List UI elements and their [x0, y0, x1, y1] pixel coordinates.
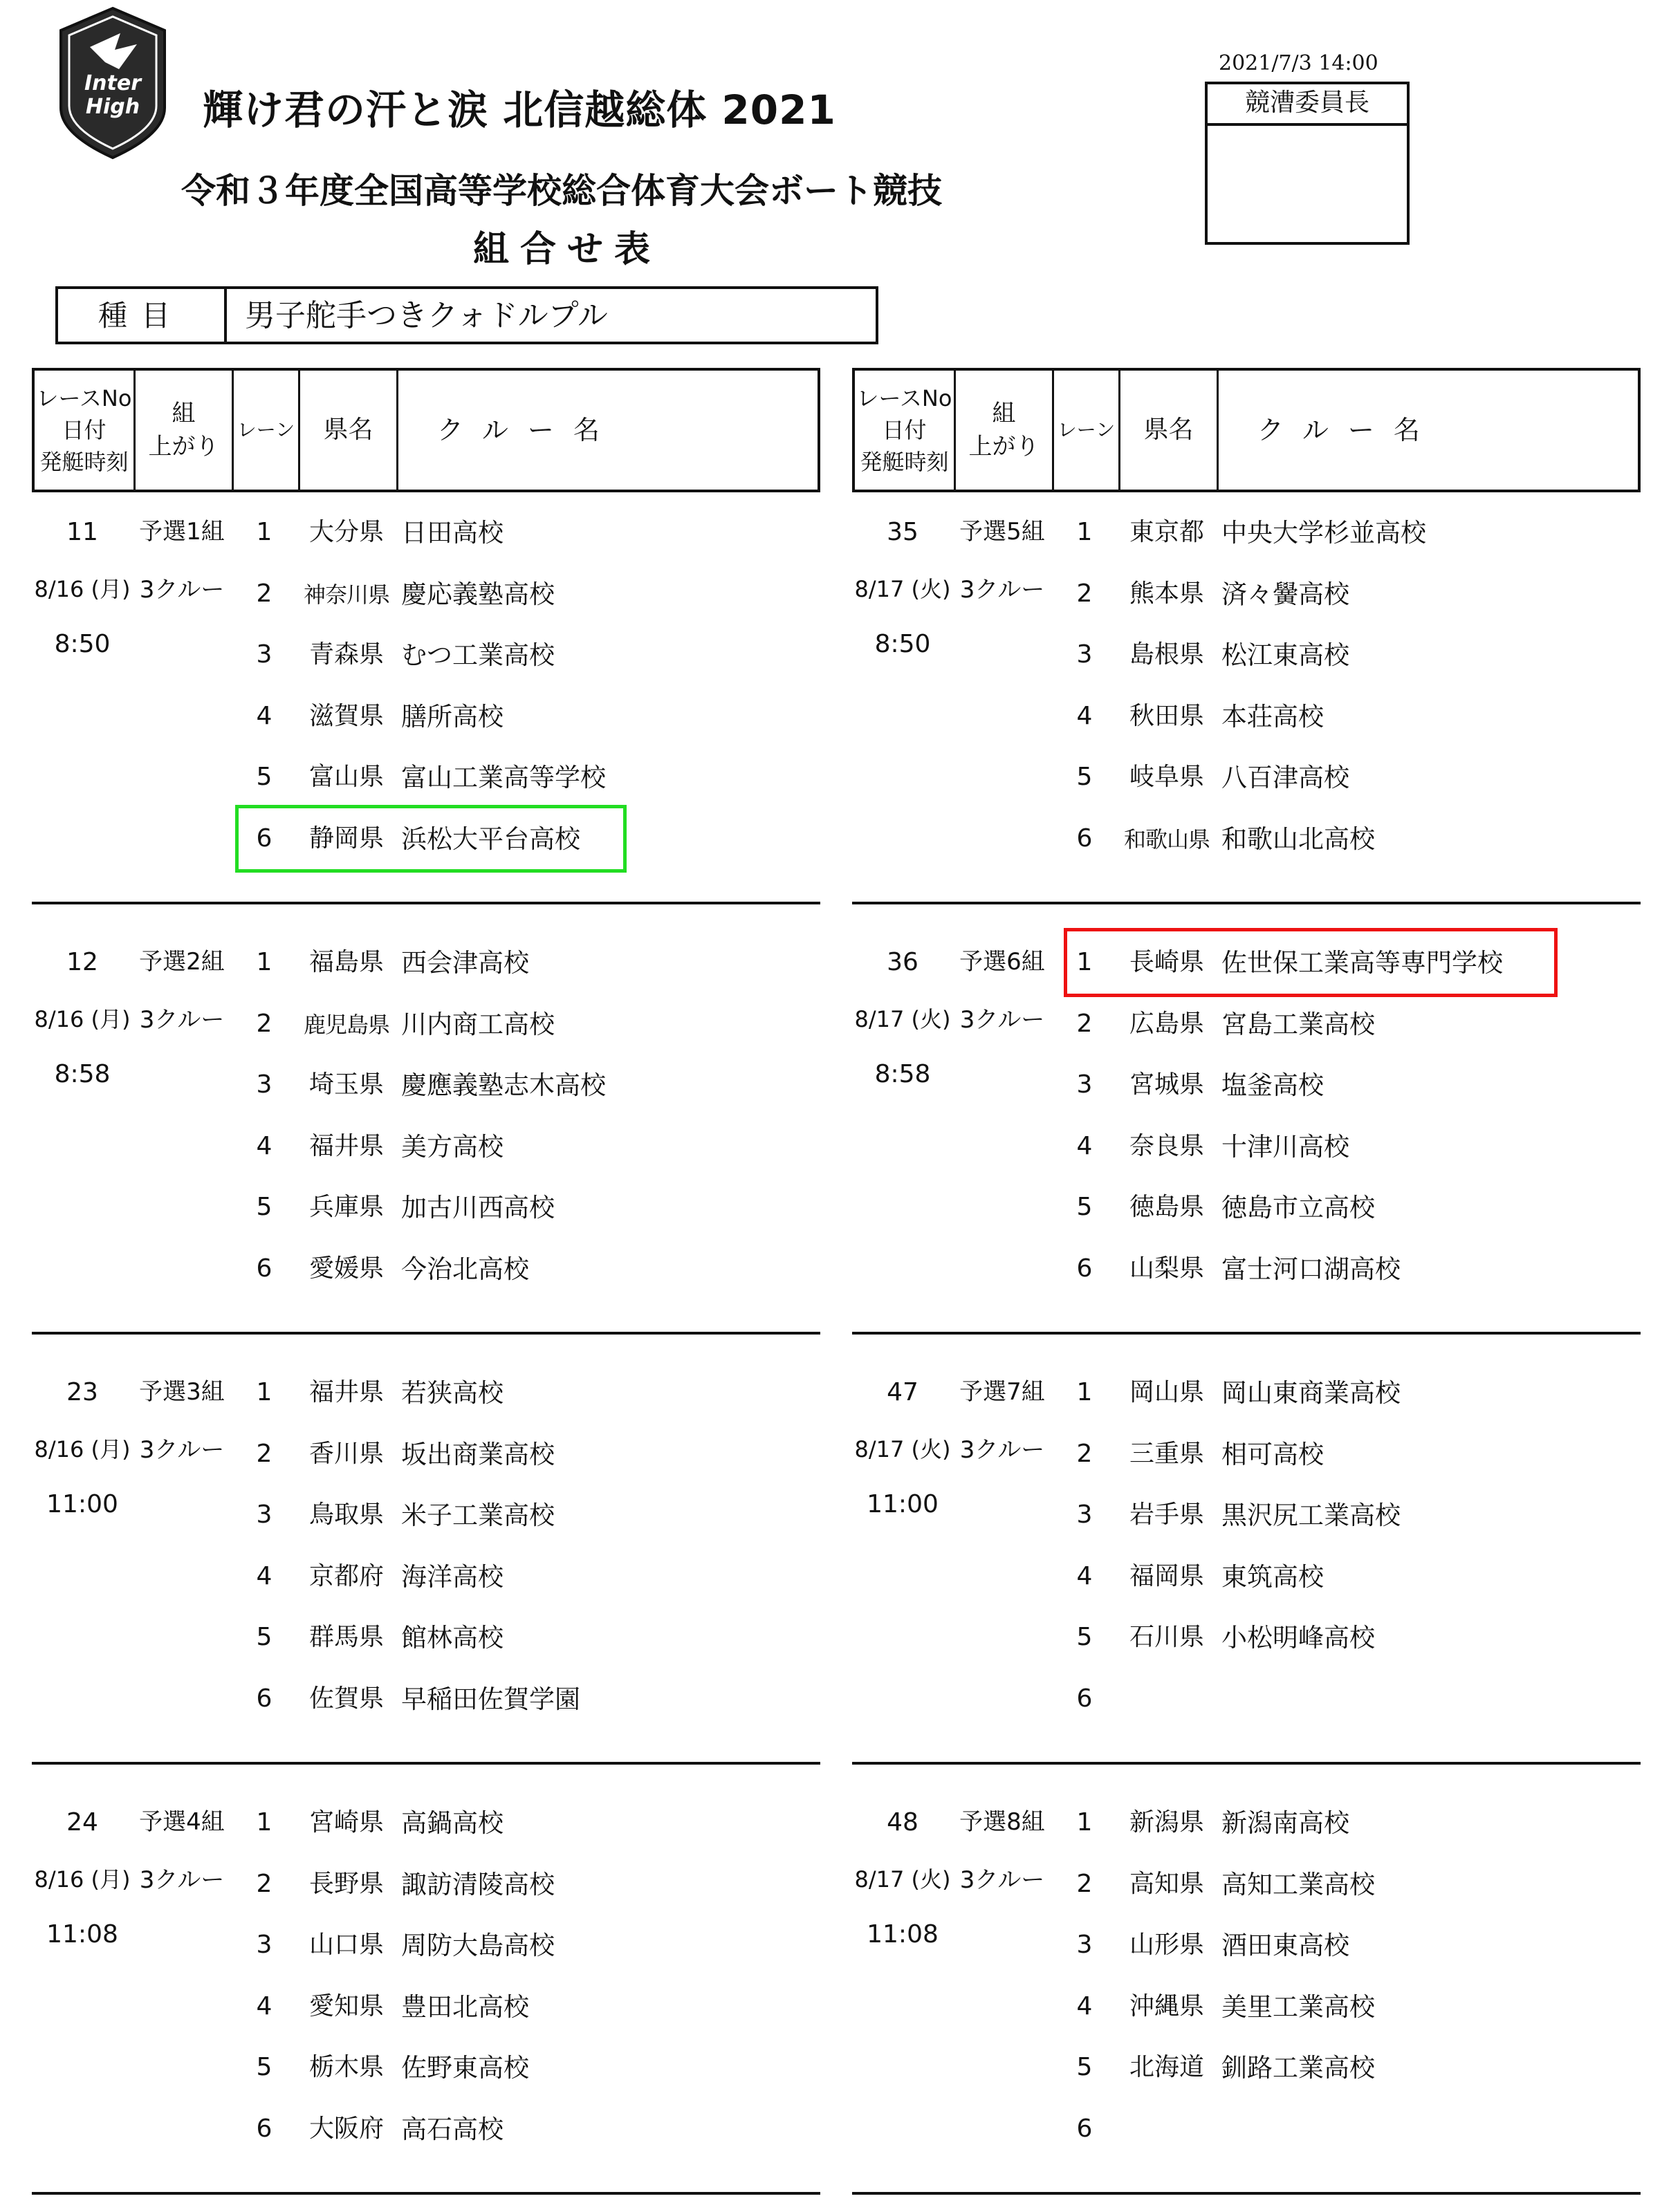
crew-name: 慶應義塾志木高校: [401, 1070, 606, 1100]
header-group: [956, 371, 1054, 490]
crew-name: 坂出商業高校: [401, 1440, 555, 1469]
lane-number: 6: [256, 824, 273, 853]
lane-number: 5: [1076, 1193, 1093, 1221]
prefecture-name: 山梨県: [1129, 1254, 1204, 1283]
prefecture-name: 沖縄県: [1129, 1992, 1204, 2020]
crew-name: 佐野東高校: [401, 2053, 529, 2083]
race-group: 予選7組: [959, 1378, 1045, 1406]
race-divider: [32, 902, 820, 904]
crew-name: 富山工業高等学校: [401, 763, 606, 792]
lane-number: 4: [256, 1562, 273, 1590]
header-prefecture-label: 県名: [1143, 416, 1194, 444]
lane-number: 4: [1076, 1992, 1093, 2020]
prefecture-name: 岩手県: [1129, 1500, 1204, 1529]
inter-high-logo: [57, 6, 169, 160]
lane-number: 4: [256, 1132, 273, 1160]
lane-number: 1: [256, 1808, 273, 1837]
lane-number: 1: [1076, 518, 1093, 546]
race-number: 47: [887, 1378, 918, 1406]
prefecture-name: 北海道: [1129, 2053, 1204, 2081]
header-race-no-label: レースNo: [856, 385, 952, 411]
lane-number: 4: [1076, 1562, 1093, 1590]
column-header-left: [32, 368, 820, 492]
race-start-time: 11:00: [46, 1490, 118, 1518]
race-group: 予選6組: [959, 948, 1045, 976]
race-divider: [852, 2192, 1641, 2195]
race-divider: [852, 1332, 1641, 1335]
race-number: 24: [66, 1808, 98, 1837]
header-crew: [398, 371, 818, 490]
lane-number: 3: [1076, 1070, 1093, 1099]
crew-name: 若狭高校: [401, 1378, 504, 1408]
crew-name: 慶応義塾高校: [401, 579, 555, 609]
prefecture-name: 徳島県: [1129, 1193, 1204, 1221]
crew-name: 豊田北高校: [401, 1992, 529, 2022]
lane-number: 3: [1076, 1500, 1093, 1529]
header-start-time-label: 発艇時刻: [39, 449, 129, 475]
highlight-green-box: [235, 805, 627, 873]
prefecture-name: 大阪府: [308, 2115, 384, 2143]
crew-name: 塩釜高校: [1221, 1070, 1324, 1100]
crew-name: 美里工業高校: [1221, 1992, 1375, 2022]
race-start-time: 11:00: [867, 1490, 939, 1518]
race-date: 8/16 (月): [34, 576, 131, 602]
prefecture-name: 山形県: [1129, 1931, 1204, 1959]
crew-name: 酒田東高校: [1221, 1931, 1349, 1960]
race-advance: 3クルー: [959, 1006, 1045, 1034]
race-advance: 3クルー: [139, 1436, 225, 1464]
prefecture-name: 青森県: [308, 640, 384, 669]
lane-number: 2: [256, 1440, 273, 1468]
prefecture-name: 三重県: [1129, 1440, 1204, 1468]
crew-name: 八百津高校: [1221, 763, 1349, 792]
race-date: 8/17 (火): [854, 1006, 951, 1032]
prefecture-name: 奈良県: [1129, 1132, 1204, 1160]
prefecture-name: 佐賀県: [308, 1684, 384, 1713]
lane-number: 6: [1076, 1254, 1093, 1283]
header-advance-label: 上がり: [148, 433, 219, 461]
crew-name: 中央大学杉並高校: [1221, 518, 1426, 548]
lane-number: 3: [1076, 640, 1093, 669]
lane-number: 2: [256, 1010, 273, 1038]
crew-name: 館林高校: [401, 1623, 504, 1653]
header-lane: [234, 371, 300, 490]
event-label: 種目: [58, 289, 227, 342]
race-start-time: 8:50: [54, 630, 111, 658]
crew-name: 富士河口湖高校: [1221, 1254, 1401, 1284]
race-number: 12: [66, 948, 98, 976]
header-lane: [1054, 371, 1120, 490]
race-number: 11: [66, 518, 98, 546]
prefecture-name: 和歌山県: [1123, 826, 1210, 853]
main-title: 輝け君の汗と涙 北信越総体 2021: [203, 86, 836, 133]
crew-name: 西会津高校: [401, 948, 529, 978]
race-group: 予選8組: [959, 1808, 1045, 1836]
crew-name: 相可高校: [1221, 1440, 1324, 1469]
crew-name: 徳島市立高校: [1221, 1193, 1375, 1223]
race-number: 48: [887, 1808, 918, 1837]
event-box: [55, 286, 878, 344]
prefecture-name: 愛知県: [308, 1992, 384, 2020]
race-advance: 3クルー: [139, 1866, 225, 1894]
prefecture-name: 島根県: [1129, 640, 1204, 669]
crew-name: 浜松大平台高校: [401, 824, 580, 854]
prefecture-name: 群馬県: [308, 1623, 384, 1651]
crew-name: 周防大島高校: [401, 1931, 555, 1960]
sub-title: 令和３年度全国高等学校総合体育大会ボート競技: [181, 171, 942, 211]
header-race-no: [855, 371, 956, 490]
race-divider: [32, 1762, 820, 1765]
race-group: 予選1組: [139, 518, 225, 546]
crew-name: 十津川高校: [1221, 1132, 1349, 1162]
race-group: 予選2組: [139, 948, 225, 976]
prefecture-name: 岐阜県: [1129, 763, 1204, 791]
prefecture-name: 新潟県: [1129, 1808, 1204, 1837]
prefecture-name: 高知県: [1129, 1870, 1204, 1898]
prefecture-name: 京都府: [308, 1562, 384, 1590]
lane-number: 5: [1076, 2053, 1093, 2081]
lane-number: 4: [256, 702, 273, 730]
issue-datetime: 2021/7/3 14:00: [1219, 51, 1378, 75]
race-date: 8/17 (火): [854, 1866, 951, 1893]
lane-number: 5: [256, 1623, 273, 1651]
lane-number: 4: [1076, 702, 1093, 730]
lane-number: 2: [256, 579, 273, 608]
header-advance-label: 上がり: [968, 433, 1040, 461]
race-start-time: 8:58: [874, 1060, 931, 1088]
document-title: 組合せ表: [473, 229, 662, 270]
lane-number: 6: [1076, 1684, 1093, 1713]
logo-text-high: High: [85, 95, 140, 119]
header-race-no: [35, 371, 136, 490]
lane-number: 1: [1076, 1378, 1093, 1406]
race-group: 予選5組: [959, 518, 1045, 546]
header-race-no-label: レースNo: [36, 385, 132, 411]
race-divider: [852, 1762, 1641, 1765]
race-divider: [32, 1332, 820, 1335]
crew-name: 小松明峰高校: [1221, 1623, 1375, 1653]
prefecture-name: 静岡県: [308, 824, 384, 853]
header-prefecture-label: 県名: [323, 416, 373, 444]
lane-number: 4: [1076, 1132, 1093, 1160]
header-group: [136, 371, 234, 490]
crew-name: 岡山東商業高校: [1221, 1378, 1401, 1408]
prefecture-name: 岡山県: [1129, 1378, 1204, 1406]
lane-number: 5: [256, 1193, 273, 1221]
lane-number: 6: [256, 1684, 273, 1713]
prefecture-name: 富山県: [308, 763, 384, 791]
prefecture-name: 石川県: [1129, 1623, 1204, 1651]
crew-name: 松江東高校: [1221, 640, 1349, 670]
race-divider: [32, 2192, 820, 2195]
lane-number: 6: [1076, 2115, 1093, 2143]
prefecture-name: 栃木県: [308, 2053, 384, 2081]
header-crew: [1219, 371, 1638, 490]
lane-number: 2: [1076, 1440, 1093, 1468]
race-date: 8/16 (月): [34, 1866, 131, 1893]
crew-name: 宮島工業高校: [1221, 1010, 1375, 1039]
prefecture-name: 愛媛県: [308, 1254, 384, 1283]
header-group-label: 組: [172, 400, 196, 427]
prefecture-name: 福島県: [308, 948, 384, 976]
race-date: 8/17 (火): [854, 576, 951, 602]
stamp-label: 競漕委員長: [1208, 84, 1407, 126]
race-advance: 3クルー: [139, 576, 225, 604]
prefecture-name: 宮城県: [1129, 1070, 1204, 1099]
crew-name: 今治北高校: [401, 1254, 529, 1284]
crew-name: 高石高校: [401, 2115, 504, 2144]
lane-number: 5: [256, 2053, 273, 2081]
lane-number: 1: [256, 518, 273, 546]
logo-text-inter: Inter: [84, 71, 142, 95]
crew-name: 美方高校: [401, 1132, 504, 1162]
race-start-time: 11:08: [46, 1920, 118, 1949]
race-group: 予選4組: [139, 1808, 225, 1836]
race-date: 8/16 (月): [34, 1436, 131, 1462]
race-start-time: 8:58: [54, 1060, 111, 1088]
crew-name: 早稲田佐賀学園: [401, 1684, 580, 1714]
crew-name: 諏訪清陵高校: [401, 1870, 555, 1899]
race-start-time: 11:08: [867, 1920, 939, 1949]
prefecture-name: 滋賀県: [308, 702, 384, 730]
lane-number: 1: [256, 1378, 273, 1406]
race-group: 予選3組: [139, 1378, 225, 1406]
lane-number: 1: [256, 948, 273, 976]
race-advance: 3クルー: [139, 1006, 225, 1034]
prefecture-name: 鹿児島県: [303, 1012, 389, 1038]
race-advance: 3クルー: [959, 1436, 1045, 1464]
prefecture-name: 香川県: [308, 1440, 384, 1468]
race-number: 35: [887, 518, 918, 546]
lane-number: 4: [256, 1992, 273, 2020]
prefecture-name: 広島県: [1129, 1010, 1204, 1038]
crew-name: 加古川西高校: [401, 1193, 555, 1223]
crew-name: 日田高校: [401, 518, 504, 548]
approval-stamp-box: [1205, 82, 1410, 245]
lane-number: 1: [1076, 948, 1093, 976]
lane-number: 1: [1076, 1808, 1093, 1837]
highlight-red-box: [1064, 928, 1558, 997]
crew-name: 和歌山北高校: [1221, 824, 1375, 854]
lane-number: 3: [1076, 1931, 1093, 1959]
header-prefecture: [1120, 371, 1219, 490]
lane-number: 2: [1076, 579, 1093, 608]
crew-name: 海洋高校: [401, 1562, 504, 1592]
prefecture-name: 福井県: [308, 1378, 384, 1406]
crew-name: 済々黌高校: [1221, 579, 1349, 609]
prefecture-name: 福井県: [308, 1132, 384, 1160]
header-lane-label: レーン: [237, 418, 295, 441]
crew-name: 東筑高校: [1221, 1562, 1324, 1592]
race-number: 36: [887, 948, 918, 976]
lane-number: 5: [256, 763, 273, 791]
prefecture-name: 長崎県: [1129, 948, 1204, 976]
race-advance: 3クルー: [959, 576, 1045, 604]
race-start-time: 8:50: [874, 630, 931, 658]
lane-number: 2: [256, 1870, 273, 1898]
crew-name: 高知工業高校: [1221, 1870, 1375, 1899]
lane-number: 3: [256, 1500, 273, 1529]
crew-name: 膳所高校: [401, 702, 504, 732]
lane-number: 3: [256, 1931, 273, 1959]
crew-name: 釧路工業高校: [1221, 2053, 1375, 2083]
header-lane-label: レーン: [1057, 418, 1116, 441]
race-date: 8/17 (火): [854, 1436, 951, 1462]
lane-number: 3: [256, 1070, 273, 1099]
prefecture-name: 神奈川県: [303, 582, 389, 608]
crew-name: 新潟南高校: [1221, 1808, 1349, 1838]
lane-number: 5: [1076, 1623, 1093, 1651]
header-date-label: 日付: [882, 417, 927, 443]
prefecture-name: 福岡県: [1129, 1562, 1204, 1590]
header-date-label: 日付: [62, 417, 107, 443]
prefecture-name: 山口県: [308, 1931, 384, 1959]
race-divider: [852, 902, 1641, 904]
crew-name: 佐世保工業高等専門学校: [1221, 948, 1503, 978]
prefecture-name: 宮崎県: [308, 1808, 384, 1837]
lane-number: 3: [256, 640, 273, 669]
crew-name: 高鍋高校: [401, 1808, 504, 1838]
prefecture-name: 鳥取県: [308, 1500, 384, 1529]
crew-name: 川内商工高校: [401, 1010, 555, 1039]
crew-name: むつ工業高校: [401, 640, 555, 670]
race-advance: 3クルー: [959, 1866, 1045, 1894]
header-prefecture: [300, 371, 398, 490]
header-group-label: 組: [992, 400, 1016, 427]
prefecture-name: 熊本県: [1129, 579, 1204, 608]
race-date: 8/16 (月): [34, 1006, 131, 1032]
prefecture-name: 埼玉県: [308, 1070, 384, 1099]
lane-number: 2: [1076, 1010, 1093, 1038]
prefecture-name: 大分県: [308, 518, 384, 546]
event-name: 男子舵手つきクォドルプル: [245, 298, 608, 333]
header-crew-label: クルー名: [437, 415, 619, 445]
crew-name: 米子工業高校: [401, 1500, 555, 1530]
prefecture-name: 秋田県: [1129, 702, 1204, 730]
lane-number: 5: [1076, 763, 1093, 791]
prefecture-name: 東京都: [1129, 518, 1204, 546]
header-crew-label: クルー名: [1257, 415, 1439, 445]
lane-number: 6: [256, 1254, 273, 1283]
lane-number: 2: [1076, 1870, 1093, 1898]
crew-name: 本荘高校: [1221, 702, 1324, 732]
crew-name: 黒沢尻工業高校: [1221, 1500, 1401, 1530]
lane-number: 6: [256, 2115, 273, 2143]
lane-number: 6: [1076, 824, 1093, 853]
race-number: 23: [66, 1378, 98, 1406]
prefecture-name: 兵庫県: [308, 1193, 384, 1221]
column-header-right: [852, 368, 1641, 492]
prefecture-name: 長野県: [308, 1870, 384, 1898]
header-start-time-label: 発艇時刻: [860, 449, 949, 475]
